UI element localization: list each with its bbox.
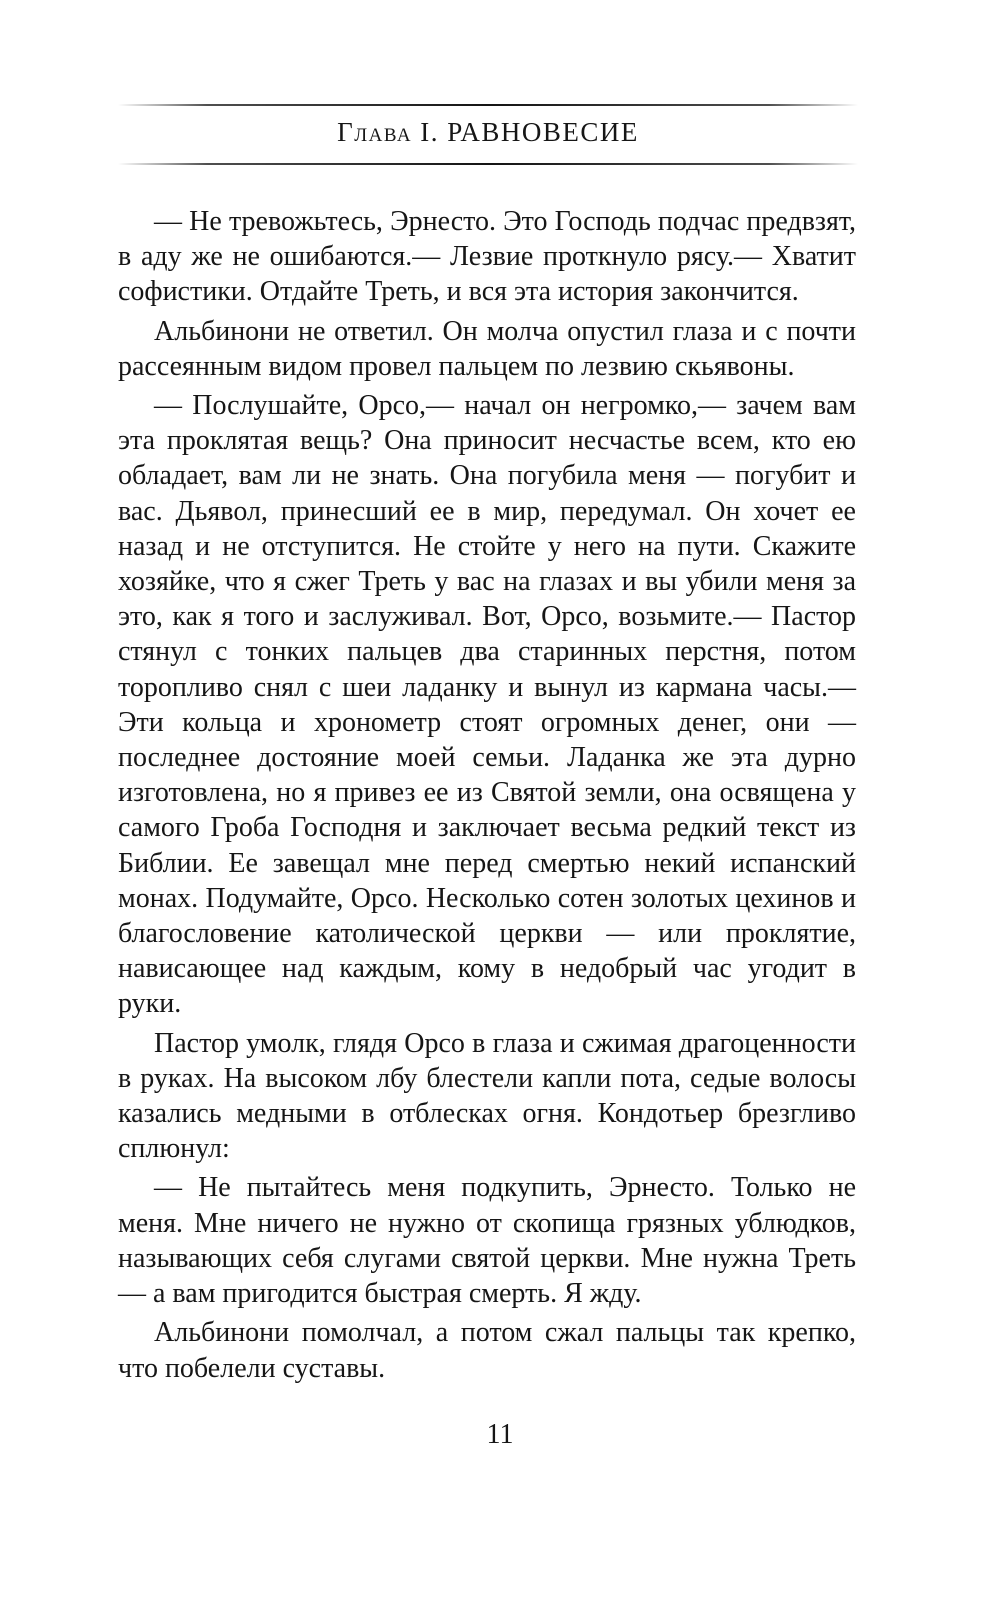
paragraph: Альбинони не ответил. Он молча опустил глаза и с почти рассеянным видом провел пальцем по лезвию скьявоны. xyxy=(118,315,856,382)
paragraph: — Послушайте, Орсо,— начал он негромко,— зачем вам эта проклятая вещь? Она приносит несчастье всем, кто ею обладает, вам ли не знать. Она погубила меня — погубит и вас. Дьявол, принесший ее в мир, передумал. Он хочет ее назад и не отступится. Не стойте у него на пути. Скажите хозяйке, что я сжег Треть у вас на глазах и вы убили меня за это, как я того и заслуживал. Вот, Орсо, возьмите.— Пастор стянул с тонких пальцев два старинных перстня, потом торопливо снял с шеи ладанку и вынул из кармана часы.— Эти кольца и хронометр стоят огромных денег, они — последнее достояние моей семьи. Ладанка же эта дурно изготовлена, но я привез ее из Святой земли, она освящена у самого Гроба Господня и заключает весьма редкий текст из Библии. Ее завещал мне перед смертью некий испанский монах. Подумайте, Орсо. Несколько сотен золотых цехинов и благословение католической церкви — или проклятие, нависающее над каждым, кому в недобрый час угодит в руки. xyxy=(118,390,856,1020)
header-rule-bottom xyxy=(118,163,858,165)
paragraph: Пастор умолк, глядя Орсо в глаза и сжимая драгоценности в руках. На высоком лбу блестели капли пота, седые волосы казались медными в отблесках огня. Кондотьер брезгливо сплюнул: xyxy=(118,1027,856,1165)
body-text xyxy=(118,204,856,1386)
page-number: 11 xyxy=(486,1419,514,1450)
header-rule-top xyxy=(118,104,858,106)
chapter-number: I. xyxy=(420,117,440,147)
paragraph: Альбинони помолчал, а потом сжал пальцы так крепко, что побелели суставы. xyxy=(118,1317,856,1384)
chapter-title: РАВНОВЕСИЕ xyxy=(447,117,639,147)
running-head xyxy=(118,112,858,152)
chapter-label: Глава xyxy=(337,117,413,147)
paragraph: — Не тревожьтесь, Эрнесто. Это Господь подчас предвзят, в аду же не ошибаются.— Лезвие проткнуло рясу.— Хватит софистики. Отдайте Треть, и вся эта история закончится. xyxy=(118,206,856,308)
paragraph: — Не пытайтесь меня подкупить, Эрнесто. Только не меня. Мне ничего не нужно от скопища грязных ублюдков, называющих себя слугами святой церкви. Мне нужна Треть — а вам пригодится быстрая смерть. Я жду. xyxy=(118,1172,856,1310)
